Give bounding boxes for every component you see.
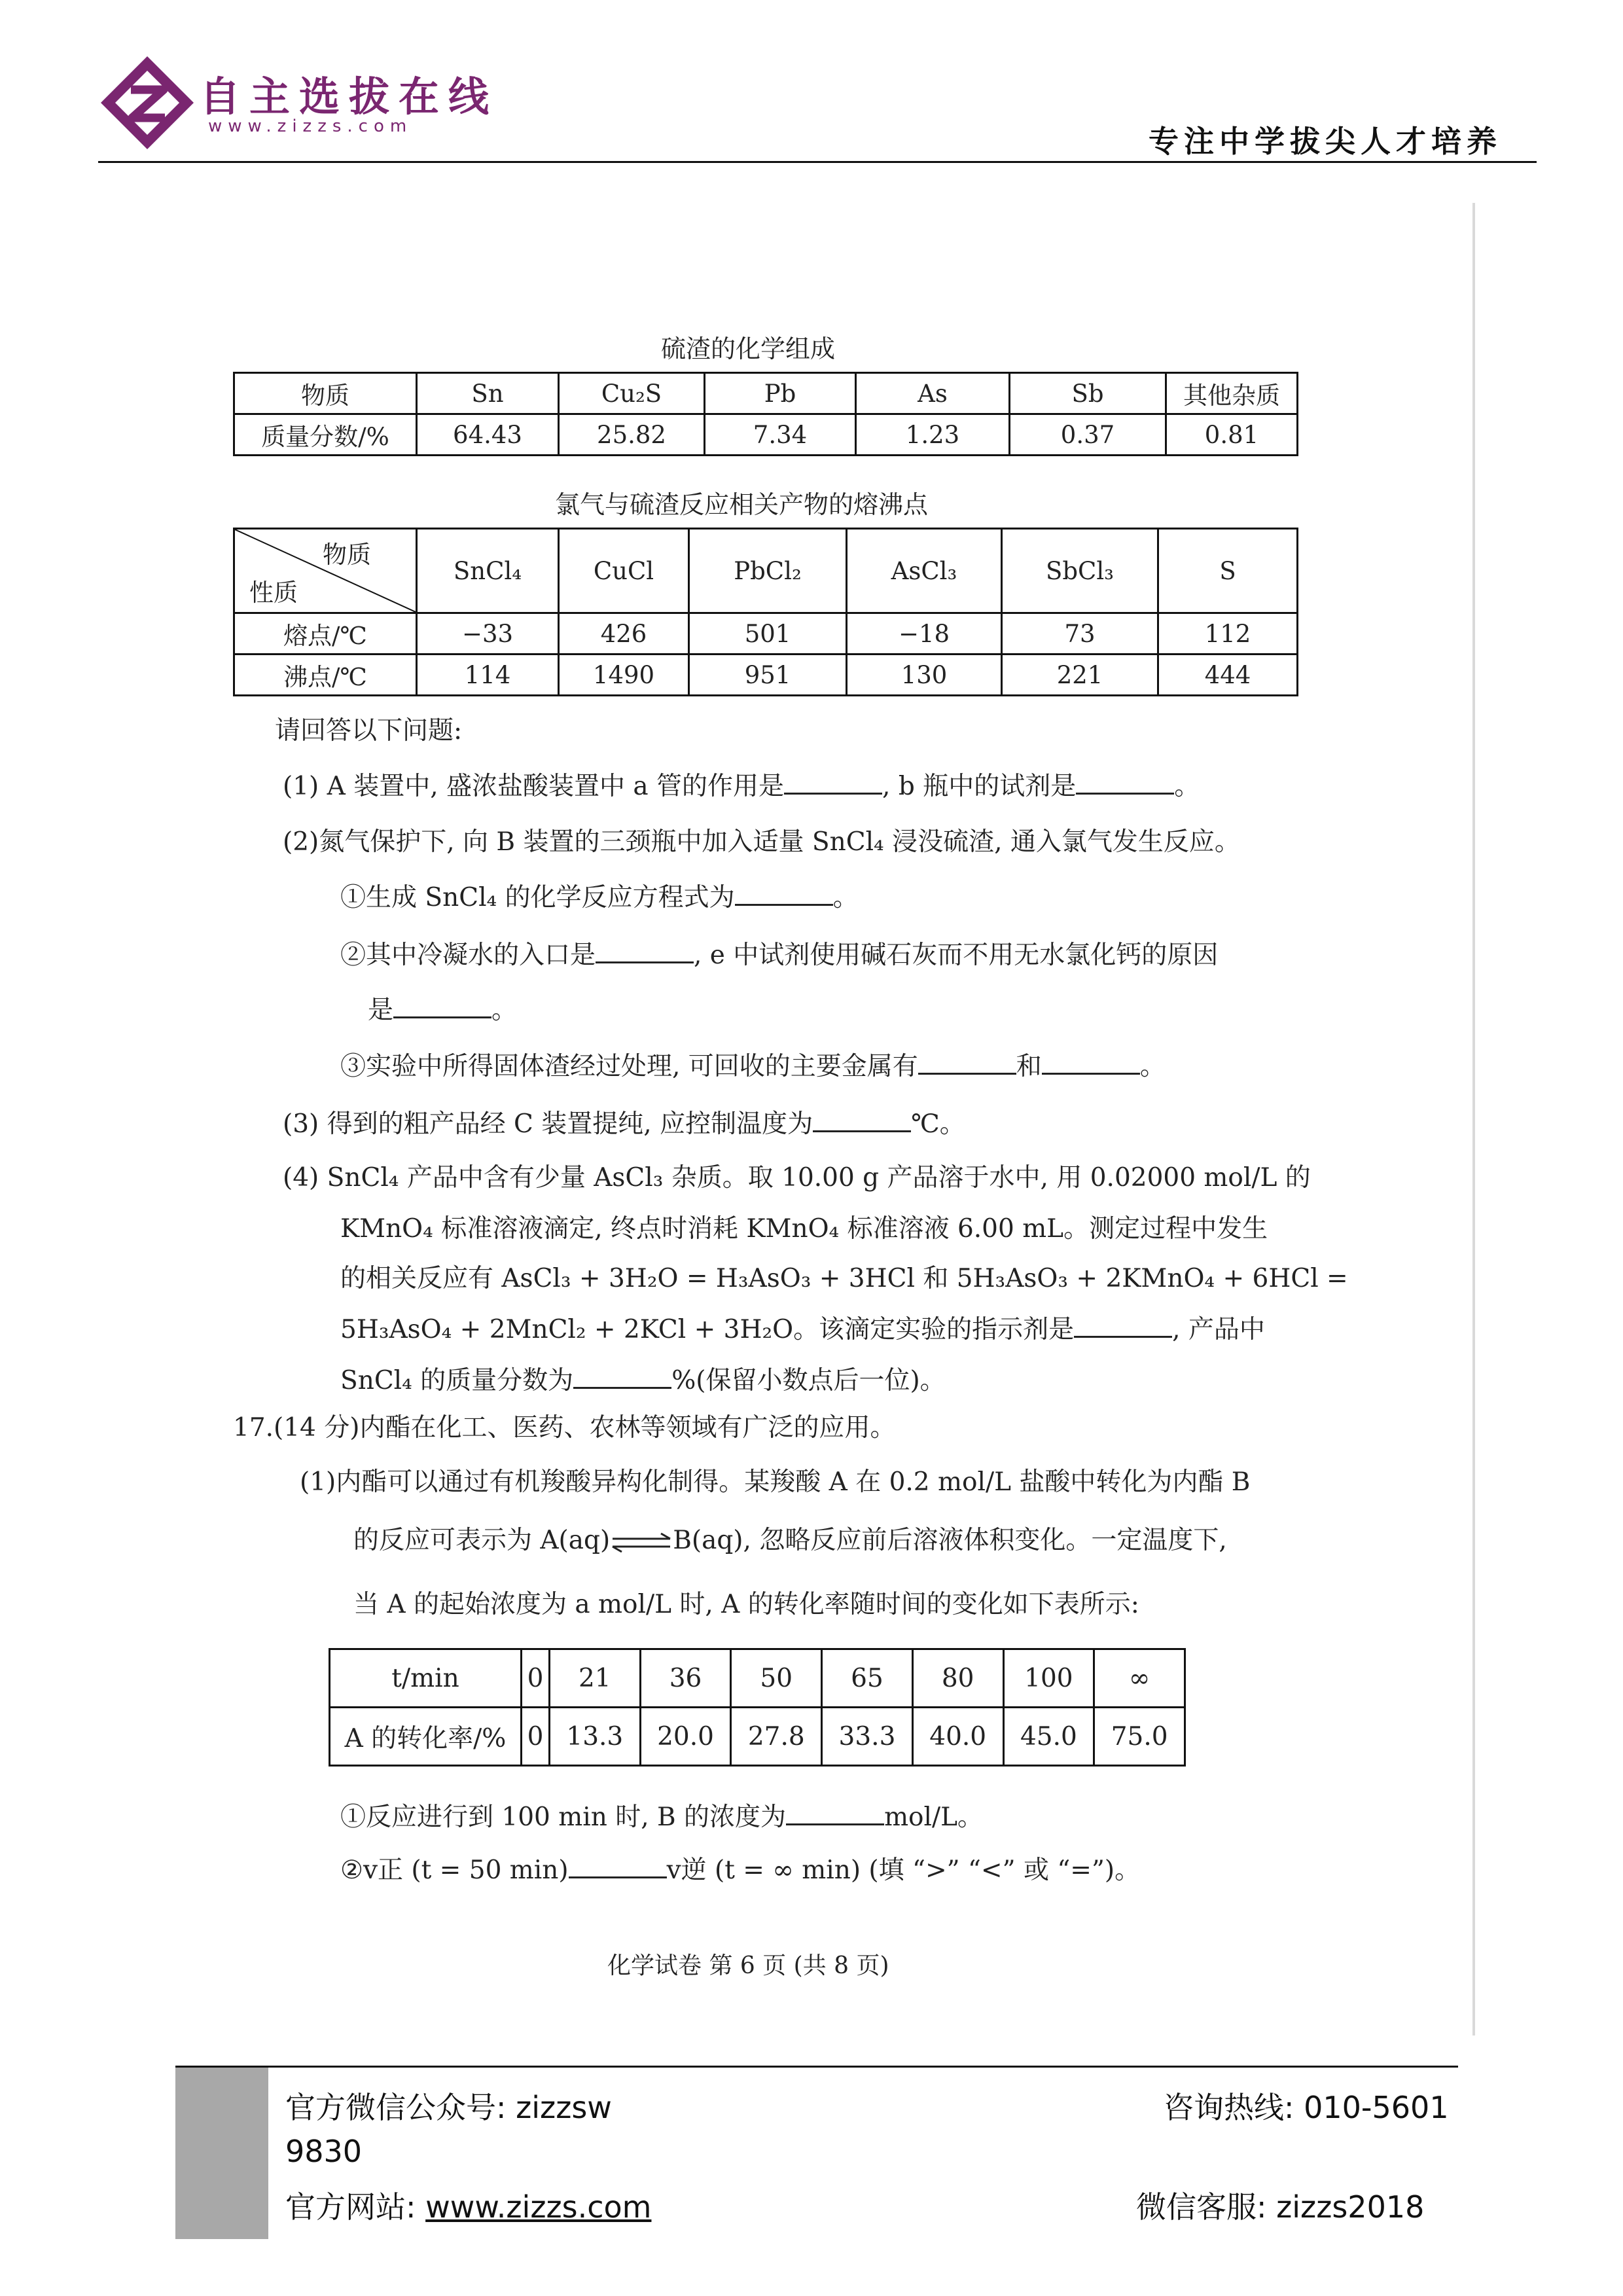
wechat-account-cont: 9830 (285, 2134, 363, 2169)
table2-row-head: 熔点/℃ (234, 613, 417, 655)
table3-time-cell: 21 (549, 1649, 640, 1708)
official-site-link[interactable]: www.zizzs.com (425, 2189, 652, 2225)
q17-s2-text-b: v逆 (t = ∞ min) (填 “>” “<” 或 “=”)。 (666, 1856, 1141, 1885)
table3-time-cell: 50 (731, 1649, 822, 1708)
table1-col-head: As (856, 373, 1010, 414)
question-4-line3: 的相关反应有 AsCl₃ + 3H₂O = H₃AsO₃ + 3HCl 和 5H₃AsO₃ + 2KMnO₄ + 6HCl = (340, 1264, 1348, 1293)
q2-3-text-b: 和 (1016, 1052, 1042, 1081)
band-gray-block (175, 2068, 268, 2239)
table2-cell: 444 (1158, 655, 1298, 696)
table2-cell: 951 (689, 655, 847, 696)
equilibrium-arrow-icon (610, 1531, 673, 1553)
table2-col-head: SbCl₃ (1002, 529, 1158, 613)
header-divider (98, 161, 1537, 163)
table3-time-cell: 0 (522, 1649, 550, 1708)
q2-2-text-a: ②其中冷凝水的入口是 (340, 941, 596, 970)
question-17: 17.(14 分)内酯在化工、医药、农林等领域有广泛的应用。 (233, 1413, 896, 1443)
table1-col-head: Cu₂S (559, 373, 705, 414)
question-4-line5 (340, 1360, 946, 1397)
table2-cell: 114 (417, 655, 559, 696)
q3-text-b: ℃。 (911, 1109, 965, 1139)
hotline: 咨询热线: 010-5601 (1164, 2090, 1449, 2125)
q17-1-text-b2: B(aq), 忽略反应前后溶液体积变化。一定温度下, (673, 1526, 1227, 1555)
table2-col-head: PbCl₂ (689, 529, 847, 613)
question-17-1-line3: 当 A 的起始浓度为 a mol/L 时, A 的转化率随时间的变化如下表所示: (353, 1590, 1139, 1619)
question-3 (283, 1103, 965, 1140)
table1-cell: 0.81 (1166, 414, 1298, 456)
scan-edge-shadow (1472, 203, 1475, 2036)
table3-conversion-cell: 33.3 (822, 1708, 913, 1766)
q2-2-text-c: 是 (368, 996, 394, 1025)
question-4-line1: (4) SnCl₄ 产品中含有少量 AsCl₃ 杂质。取 10.00 g 产品溶于水中, 用 0.02000 mol/L 的 (283, 1163, 1311, 1193)
questions-intro: 请回答以下问题: (275, 716, 463, 745)
logo-icon (98, 54, 196, 152)
q1-text-c: 。 (1174, 772, 1200, 801)
table1-col-head: Pb (705, 373, 856, 414)
official-site (285, 2183, 651, 2227)
table3-conversion-cell: 0 (522, 1708, 550, 1766)
table2-cell: 1490 (559, 655, 689, 696)
question-17-1-line2 (353, 1520, 1227, 1556)
question-2-3 (340, 1046, 1166, 1083)
answer-blank (573, 1365, 671, 1389)
table3-conversion-cell: 27.8 (731, 1708, 822, 1766)
answer-blank (1074, 1314, 1172, 1338)
question-17-sub2 (340, 1850, 1140, 1886)
q17-s2-text-a: ②v正 (t = 50 min) (340, 1856, 569, 1885)
table3-time-cell: ∞ (1094, 1649, 1185, 1708)
q2-2-text-b: , e 中试剂使用碱石灰而不用无水氯化钙的原因 (694, 941, 1219, 970)
q2-3-text-a: ③实验中所得固体渣经过处理, 可回收的主要金属有 (340, 1052, 918, 1081)
table2-cell: 73 (1002, 613, 1158, 655)
table3-conversion-cell: 13.3 (549, 1708, 640, 1766)
header-slogan: 专注中学拔尖人才培养 (1149, 124, 1502, 159)
q2-1-text-b: 。 (832, 883, 859, 912)
table3-time-cell: 80 (912, 1649, 1003, 1708)
table2-caption: 氯气与硫渣反应相关产物的熔沸点 (555, 490, 929, 519)
question-4-line2: KMnO₄ 标准溶液滴定, 终点时消耗 KMnO₄ 标准溶液 6.00 mL。测定过程中发生 (340, 1214, 1268, 1244)
answer-blank (735, 882, 833, 906)
table1-cell: 1.23 (856, 414, 1010, 456)
band-divider (175, 2066, 1458, 2068)
q2-3-text-c: 。 (1139, 1052, 1166, 1081)
wechat-service: 微信客服: zizzs2018 (1136, 2189, 1425, 2225)
question-1 (283, 766, 1200, 802)
table1-row-head: 质量分数/% (234, 414, 417, 456)
answer-blank (813, 1108, 911, 1132)
table2-col-head: S (1158, 529, 1298, 613)
logo-title: 自主选拔在线 (200, 73, 499, 120)
answer-blank (784, 770, 882, 795)
question-2-2 (340, 935, 1218, 971)
table3-conversion-cell: 20.0 (640, 1708, 731, 1766)
table2-cell: 130 (847, 655, 1002, 696)
melting-boiling-table (233, 528, 1298, 696)
page-number-footer: 化学试卷 第 6 页 (共 8 页) (607, 1952, 889, 1979)
table2-cell: 112 (1158, 613, 1298, 655)
corner-label-substance: 物质 (323, 541, 371, 569)
q3-text-a: (3) 得到的粗产品经 C 装置提纯, 应控制温度为 (283, 1109, 813, 1139)
question-2-1 (340, 877, 859, 914)
question-17-sub1 (340, 1797, 983, 1833)
table1-cell: 0.37 (1010, 414, 1166, 456)
table1-caption: 硫渣的化学组成 (661, 334, 836, 363)
question-2: (2)氮气保护下, 向 B 装置的三颈瓶中加入适量 SnCl₄ 浸没硫渣, 通入氯气发生反应。 (283, 827, 1240, 857)
table1-col-head: Sn (417, 373, 559, 414)
question-4-line4 (340, 1309, 1265, 1346)
q1-text-a: (1) A 装置中, 盛浓盐酸装置中 a 管的作用是 (283, 772, 785, 801)
q4-text-d: %(保留小数点后一位)。 (671, 1366, 946, 1395)
diagonal-header-cell (234, 529, 417, 613)
composition-table (233, 372, 1298, 456)
table3-row-head: A 的转化率/% (330, 1708, 522, 1766)
table3-conversion-cell: 45.0 (1003, 1708, 1094, 1766)
table3-time-cell: 65 (822, 1649, 913, 1708)
table2-cell: 501 (689, 613, 847, 655)
answer-blank (1042, 1050, 1140, 1075)
answer-blank (918, 1050, 1016, 1075)
table2-col-head: CuCl (559, 529, 689, 613)
table2-cell: −18 (847, 613, 1002, 655)
question-17-1-line1: (1)内酯可以通过有机羧酸异构化制得。某羧酸 A 在 0.2 mol/L 盐酸中转化为内酯 B (300, 1467, 1251, 1497)
official-site-label: 官方网站: (285, 2189, 426, 2225)
answer-blank (393, 994, 491, 1018)
table1-cell: 7.34 (705, 414, 856, 456)
table2-cell: 426 (559, 613, 689, 655)
corner-label-property: 性质 (249, 579, 298, 607)
table2-cell: 221 (1002, 655, 1158, 696)
table1-row-head: 物质 (234, 373, 417, 414)
table1-cell: 64.43 (417, 414, 559, 456)
table3-conversion-cell: 40.0 (912, 1708, 1003, 1766)
q2-2-text-d: 。 (491, 996, 518, 1025)
table3-time-cell: 100 (1003, 1649, 1094, 1708)
q4-text-c: SnCl₄ 的质量分数为 (340, 1366, 574, 1395)
question-2-2-cont (368, 990, 517, 1026)
conversion-table (329, 1648, 1186, 1767)
table1-cell: 25.82 (559, 414, 705, 456)
q4-text-b: , 产品中 (1172, 1315, 1265, 1344)
q2-1-text-a: ①生成 SnCl₄ 的化学反应方程式为 (340, 883, 735, 912)
q17-s1-text-b: mol/L。 (884, 1803, 984, 1832)
q17-s1-text-a: ①反应进行到 100 min 时, B 的浓度为 (340, 1803, 787, 1832)
q1-text-b: , b 瓶中的试剂是 (882, 772, 1077, 801)
table3-row-head: t/min (330, 1649, 522, 1708)
answer-blank (569, 1854, 667, 1878)
answer-blank (1076, 770, 1174, 795)
answer-blank (596, 939, 694, 963)
table1-col-head: Sb (1010, 373, 1166, 414)
wechat-account: 官方微信公众号: zizzsw (285, 2090, 612, 2125)
q17-1-text-b1: 的反应可表示为 A(aq) (353, 1526, 611, 1555)
table3-conversion-cell: 75.0 (1094, 1708, 1185, 1766)
table2-col-head: SnCl₄ (417, 529, 559, 613)
table2-col-head: AsCl₃ (847, 529, 1002, 613)
q4-text-a: 5H₃AsO₄ + 2MnCl₂ + 2KCl + 3H₂O。该滴定实验的指示剂是 (340, 1315, 1075, 1344)
logo-url: www.zizzs.com (208, 117, 413, 136)
table2-row-head: 沸点/℃ (234, 655, 417, 696)
table1-col-head: 其他杂质 (1166, 373, 1298, 414)
table3-time-cell: 36 (640, 1649, 731, 1708)
answer-blank (786, 1801, 884, 1825)
table2-cell: −33 (417, 613, 559, 655)
